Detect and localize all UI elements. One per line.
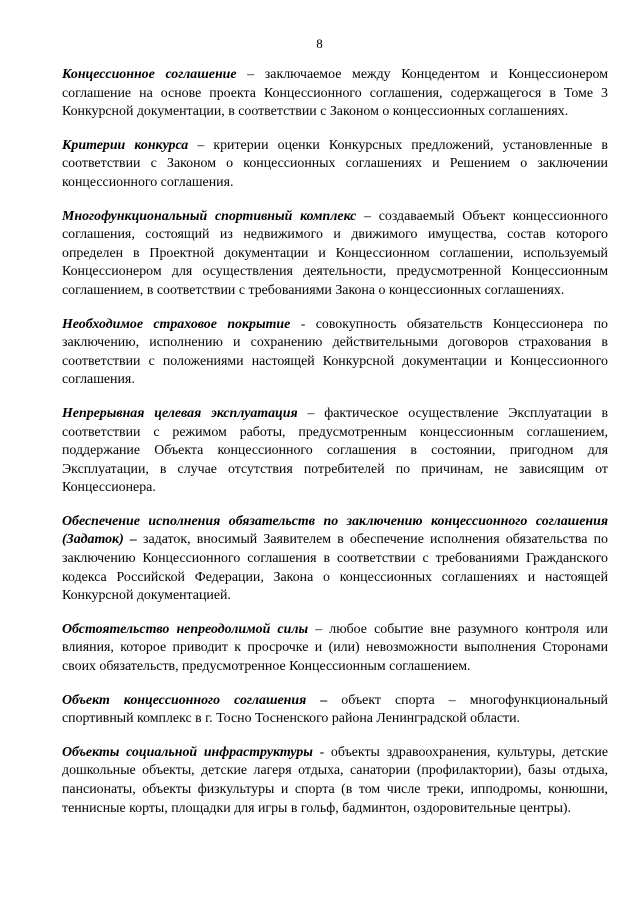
definition-concession-object [62,692,608,729]
definition-term: Объект концессионного соглашения – [62,692,328,708]
definition-insurance-coverage [62,316,608,390]
definition-force-majeure [62,621,608,677]
definition-social-infrastructure [62,744,608,818]
definition-multifunctional-sports-complex [62,208,608,301]
definition-term: Непрерывная целевая эксплуатация [62,405,298,421]
definition-competition-criteria [62,137,608,193]
definition-text: объект спорта – многофункциональный спортивный комплекс в г. Тосно Тосненского района Ленинградской области. [62,692,608,727]
definition-text: – фактическое осуществление Эксплуатации в соответствии с режимом работы, предусмотренным концессионным соглашением, поддержание Объекта концессионного соглашения в состоянии, пригодном для Эксплуатации, в случае отсутствия потребителей по причинам, не зависящим от Концессионера. [62,405,609,496]
definition-continuous-operation [62,405,608,498]
definition-text: – любое событие вне разумного контроля или влияния, которое приводит к просрочке и (или) невозможности выполнения Сторонами своих обязательств, предусмотренное Концессионным соглашением. [62,621,608,675]
definition-term: Необходимое страховое покрытие [62,316,291,332]
page-number: 8 [316,36,323,51]
definition-text: – заключаемое между Концедентом и Концессионером соглашение на основе проекта Концессионного соглашения, содержащегося в Томе 3 Конкурсной документации, в соответствии с Законом о концессионных соглашениях. [62,67,608,120]
definitions-list [62,66,608,833]
definition-deposit [62,513,608,606]
definition-term: Обстоятельство непреодолимой силы [62,621,309,637]
definition-text: задаток, вносимый Заявителем в обеспечение исполнения обязательства по заключению Концессионного соглашения в соответствии с требованиями Гражданского кодекса Российской Федерации, Закона о концессионных соглашениях и настоящей Конкурсной документацией. [62,532,608,604]
definition-term: Концессионное соглашение [62,67,237,82]
definition-text: - совокупность обязательств Концессионера по заключению, исполнению и сохранению действительными договоров страхования в соответствии с положениями настоящей Конкурсной документации и Концессионного соглашения. [62,316,608,388]
definition-text: - объекты здравоохранения, культуры, детские дошкольные объекты, детские лагеря отдыха, санатории (профилактории), базы отдыха, пансионаты, объекты физкультуры и спорта (в том числе треки, ипподромы, конюшни, теннисные корты, площадки для игры в гольф, бадминтон, оздоровительные центры). [62,744,608,816]
definition-term: Критерии конкурса [62,137,189,153]
definition-term: Объекты социальной инфраструктуры [62,744,313,760]
definition-text: – создаваемый Объект концессионного соглашения, состоящий из недвижимого и движимого имущества, состав которого определен в Проектной документации и Концессионном соглашении, используемый Концессионером для осуществления деятельности, предусмотренной Концессионным соглашением, в соответствии с требованиями Закона о концессионных соглашениях. [62,208,608,298]
definition-term: Многофункциональный спортивный комплекс [62,208,357,224]
definition-text: – критерии оценки Конкурсных предложений, установленные в соответствии с Законом о концессионных соглашениях и Решением о заключении концессионного соглашения. [62,137,608,190]
definition-concession-agreement [62,66,608,122]
definition-term: Обеспечение исполнения обязательств по заключению концессионного соглашения (Задаток) – [62,513,608,548]
